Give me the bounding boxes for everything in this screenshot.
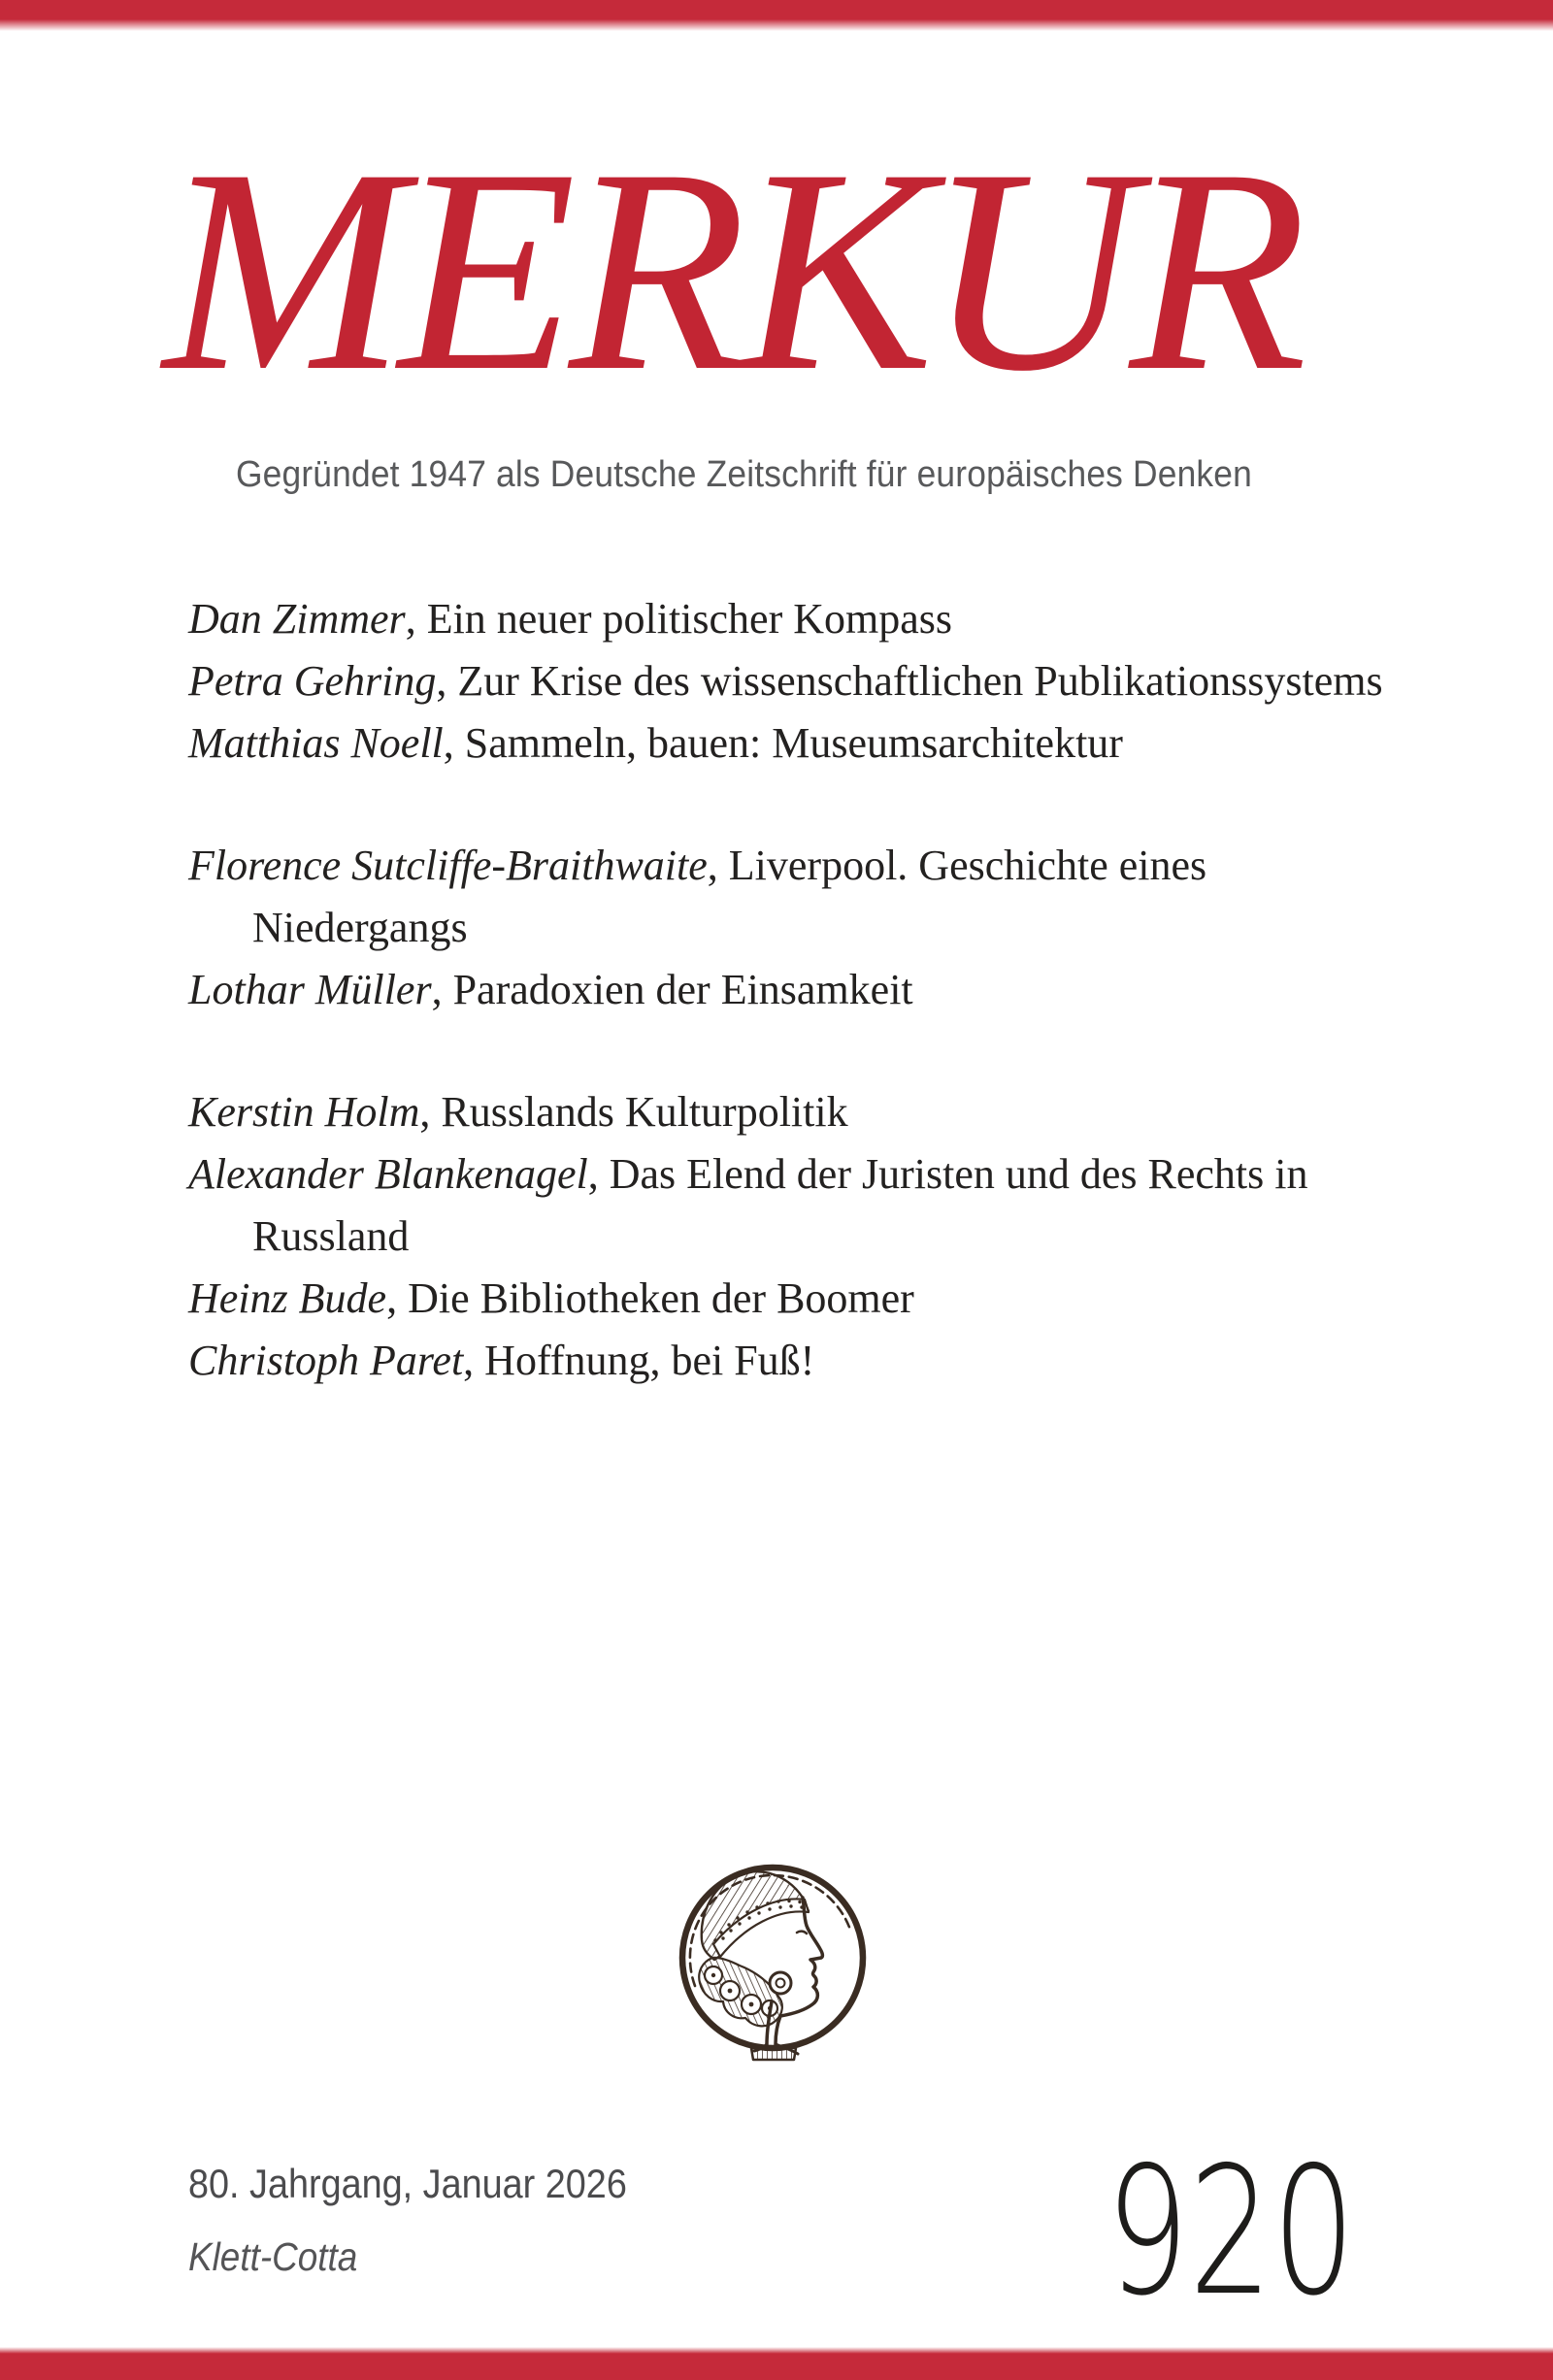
toc-author: Matthias Noell <box>188 719 444 767</box>
bottom-red-stripe <box>0 2347 1553 2380</box>
mercury-head-logo <box>670 1857 876 2063</box>
publisher-name: Klett-Cotta <box>188 2234 358 2279</box>
toc-title: , Paradoxien der Einsamkeit <box>431 966 913 1013</box>
toc-entry <box>188 1081 1413 1143</box>
toc-entry <box>188 1330 1413 1392</box>
toc-title: , Hoffnung, bei Fuß! <box>463 1337 815 1384</box>
toc-entry <box>188 959 1413 1021</box>
toc-author: Kerstin Holm <box>188 1088 420 1136</box>
toc-author: Heinz Bude <box>188 1274 387 1322</box>
toc-entry <box>188 712 1413 775</box>
journal-title: MERKUR <box>163 109 1301 431</box>
toc-group <box>188 588 1413 775</box>
edition-line: 80. Jahrgang, Januar 2026 <box>188 2161 627 2206</box>
toc-author: Petra Gehring <box>188 657 437 705</box>
toc-author: Dan Zimmer <box>188 595 406 643</box>
toc-entry <box>188 835 1413 959</box>
toc-entry <box>188 588 1413 650</box>
journal-subtitle: Gegründet 1947 als Deutsche Zeitschrift für europäisches Denken <box>236 454 1252 495</box>
toc-title: , Das Elend der Juristen und des Rechts in Russland <box>252 1150 1308 1260</box>
toc-title: , Russlands Kulturpolitik <box>419 1088 848 1136</box>
toc-title: , Zur Krise des wissenschaftlichen Publikationssystems <box>436 657 1383 705</box>
toc-entry <box>188 1268 1413 1330</box>
toc-title: , Die Bibliotheken der Boomer <box>386 1274 914 1322</box>
toc-author: Alexander Blankenagel <box>188 1150 588 1198</box>
toc-entry <box>188 650 1413 712</box>
mercury-head-icon <box>670 1857 876 2063</box>
toc-group <box>188 835 1413 1021</box>
toc <box>188 588 1413 1452</box>
toc-author: Lothar Müller <box>188 966 432 1013</box>
toc-entry <box>188 1143 1413 1268</box>
toc-group <box>188 1081 1413 1392</box>
toc-title: , Ein neuer politischer Kompass <box>405 595 953 643</box>
issue-number: 920 <box>1105 2129 1355 2334</box>
top-red-stripe <box>0 0 1553 31</box>
toc-author: Christoph Paret <box>188 1337 464 1384</box>
toc-title: , Sammeln, bauen: Museumsarchitektur <box>443 719 1123 767</box>
toc-title: , Liverpool. Geschichte eines Niedergangs <box>252 842 1207 951</box>
toc-author: Florence Sutcliffe-Braithwaite <box>188 842 708 889</box>
